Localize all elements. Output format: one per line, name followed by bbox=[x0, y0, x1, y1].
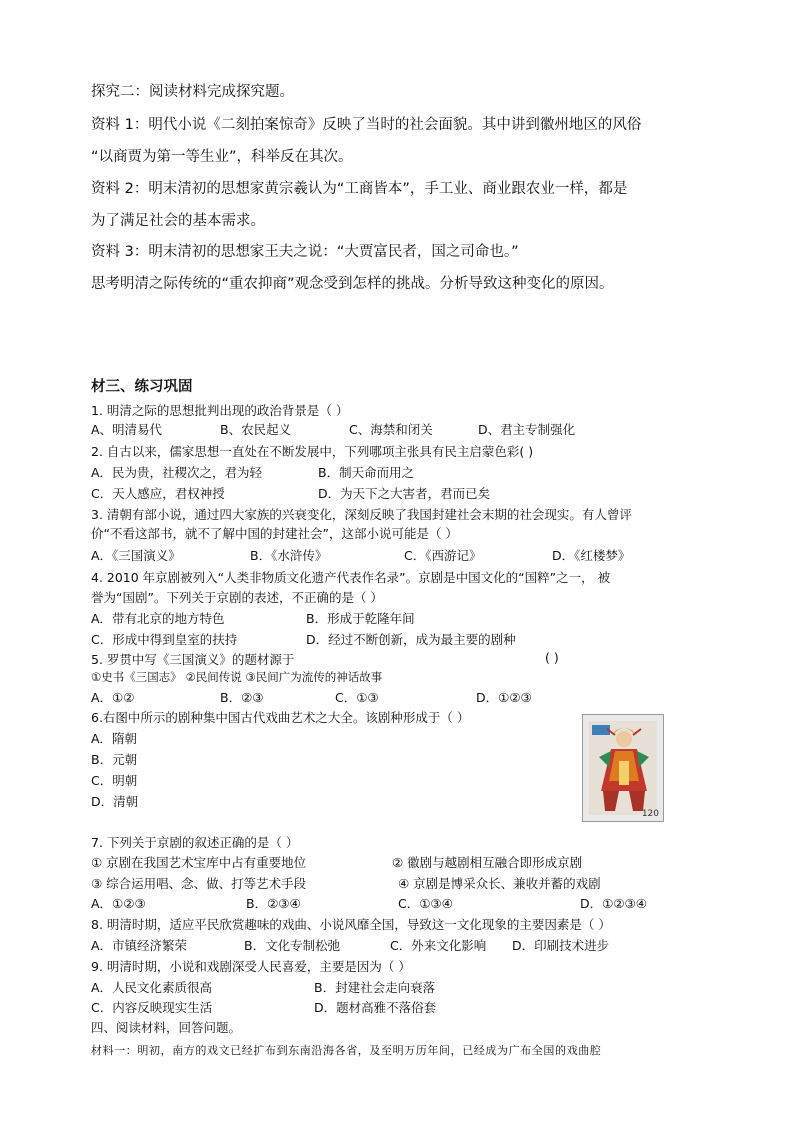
q4-option-b: B．形成于乾隆年间 bbox=[306, 611, 415, 626]
q8-option-b: B．文化专制松弛 bbox=[244, 938, 341, 953]
q4-stem-line-1: 4. 2010 年京剧被列入“人类非物质文化遗产代表作名录”。京剧是中国文化的“国粹”之一， 被 bbox=[91, 570, 611, 585]
q7-statement-3: ③ 综合运用唱、念、做、打等艺术手段 bbox=[91, 876, 307, 891]
q4-option-c: C．形成中得到皇室的扶持 bbox=[91, 632, 238, 647]
q5-option-a: A．①② bbox=[91, 690, 135, 705]
q7-option-b: B．②③④ bbox=[246, 896, 301, 911]
q5-stem: 5. 罗贯中写《三国演义》的题材源于 bbox=[91, 652, 295, 667]
q7-statement-2: ② 徽剧与越剧相互融合即形成京剧 bbox=[392, 855, 583, 870]
material-3: 资料 3：明末清初的思想家王夫之说：“大贾富民者，国之司命也。” bbox=[91, 244, 519, 260]
q3-stem-line-1: 3. 清朝有部小说，通过四大家族的兴衰变化，深刻反映了我国封建社会末期的社会现实。有人曾评 bbox=[91, 507, 632, 522]
material-1-line-2: “以商贾为第一等生业”，科举反在其次。 bbox=[91, 149, 353, 165]
q5-answer-paren: ( ) bbox=[545, 650, 559, 665]
q2-option-b: B．制天命而用之 bbox=[318, 465, 415, 480]
q5-option-c: C．①③ bbox=[335, 690, 379, 705]
q2-option-d: D．为天下之大害者，君而已矣 bbox=[318, 486, 491, 501]
q7-option-d: D．①②③④ bbox=[580, 896, 647, 911]
q5-option-b: B．②③ bbox=[220, 690, 264, 705]
q4-option-a: A．带有北京的地方特色 bbox=[91, 611, 225, 626]
peking-opera-stamp-image bbox=[582, 714, 664, 822]
q3-option-b: B．《水浒传》 bbox=[250, 548, 328, 563]
q9-option-a: A．人民文化素质很高 bbox=[91, 980, 213, 995]
q7-option-c: C．①③④ bbox=[398, 896, 453, 911]
inquiry-title: 探究二：阅读材料完成探究题。 bbox=[91, 84, 294, 100]
q7-stem: 7. 下列关于京剧的叙述正确的是（ ） bbox=[91, 835, 299, 850]
material-1-line-1: 资料 1：明代小说《二刻拍案惊奇》反映了当时的社会面貌。其中讲到徽州地区的风俗 bbox=[91, 117, 642, 133]
inquiry-question: 思考明清之际传统的“重农抑商”观念受到怎样的挑战。分析导致这种变化的原因。 bbox=[91, 276, 614, 292]
stamp-denomination: 120 bbox=[641, 809, 659, 819]
q9-option-c: C．内容反映现实生活 bbox=[91, 1000, 213, 1015]
q8-stem: 8. 明清时期，适应平民欣赏趣味的戏曲、小说风靡全国，导致这一文化现象的主要因素是（ ） bbox=[91, 917, 611, 932]
q7-statement-1: ① 京剧在我国艺术宝库中占有重要地位 bbox=[91, 855, 307, 870]
q1-option-d: D、君主专制强化 bbox=[478, 422, 576, 437]
q6-option-a: A．隋朝 bbox=[91, 731, 138, 746]
q9-option-b: B．封建社会走向衰落 bbox=[314, 980, 436, 995]
q4-option-d: D．经过不断创新，成为最主要的剧种 bbox=[306, 632, 516, 647]
q9-option-d: D．题材高雅不落俗套 bbox=[314, 1000, 437, 1015]
q3-option-c: C．《西游记》 bbox=[404, 548, 482, 563]
reading-heading: 四、阅读材料，回答问题。 bbox=[91, 1020, 242, 1035]
q7-statement-4: ④ 京剧是博采众长、兼收并蓄的戏剧 bbox=[398, 876, 601, 891]
q3-option-d: D．《红楼梦》 bbox=[552, 548, 631, 563]
q6-stem: 6.右图中所示的剧种集中国古代戏曲艺术之大全。该剧种形成于（ ） bbox=[91, 710, 470, 725]
q8-option-a: A．市镇经济繁荣 bbox=[91, 938, 188, 953]
material-2-line-2: 为了满足社会的基本需求。 bbox=[91, 213, 265, 229]
material-2-line-1: 资料 2：明末清初的思想家黄宗羲认为“工商皆本”，手工业、商业跟农业一样，都是 bbox=[91, 181, 628, 197]
q3-option-a: A．《三国演义》 bbox=[91, 548, 181, 563]
q3-stem-line-2: 价“不看这部书，就不了解中国的封建社会”，这部小说可能是（ ） bbox=[91, 526, 458, 541]
reading-material-1: 材料一：明初，南方的戏文已经扩布到东南沿海各省，及至明万历年间，已经成为广布全国的戏曲腔 bbox=[91, 1044, 602, 1057]
q1-stem: 1. 明清之际的思想批判出现的政治背景是（ ） bbox=[91, 403, 349, 418]
q1-option-a: A、明清易代 bbox=[91, 422, 163, 437]
q2-stem: 2. 自古以来，儒家思想一直处在不断发展中，下列哪项主张具有民主启蒙色彩( ) bbox=[91, 444, 534, 459]
q9-stem: 9. 明清时期，小说和戏剧深受人民喜爱，主要是因为（ ） bbox=[91, 959, 411, 974]
q4-stem-line-2: 誉为“国剧”。下列关于京剧的表述，不正确的是（ ） bbox=[91, 590, 383, 605]
q1-option-b: B、农民起义 bbox=[220, 422, 292, 437]
q8-option-d: D．印刷技术进步 bbox=[512, 938, 610, 953]
q2-option-c: C．天人感应，君权神授 bbox=[91, 486, 225, 501]
q6-option-b: B．元朝 bbox=[91, 752, 138, 767]
q8-option-c: C．外来文化影响 bbox=[390, 938, 487, 953]
q5-sources: ①史书《三国志》 ②民间传说 ③民间广为流传的神话故事 bbox=[91, 670, 383, 684]
q6-option-d: D．清朝 bbox=[91, 794, 139, 809]
q2-option-a: A．民为贵，社稷次之，君为轻 bbox=[91, 465, 263, 480]
q6-option-c: C．明朝 bbox=[91, 773, 138, 788]
q5-option-d: D．①②③ bbox=[476, 690, 532, 705]
practice-heading: 材三、练习巩固 bbox=[91, 379, 193, 395]
q7-option-a: A．①②③ bbox=[91, 896, 146, 911]
q1-option-c: C、海禁和闭关 bbox=[349, 422, 433, 437]
opera-figure-illustration bbox=[589, 721, 657, 815]
